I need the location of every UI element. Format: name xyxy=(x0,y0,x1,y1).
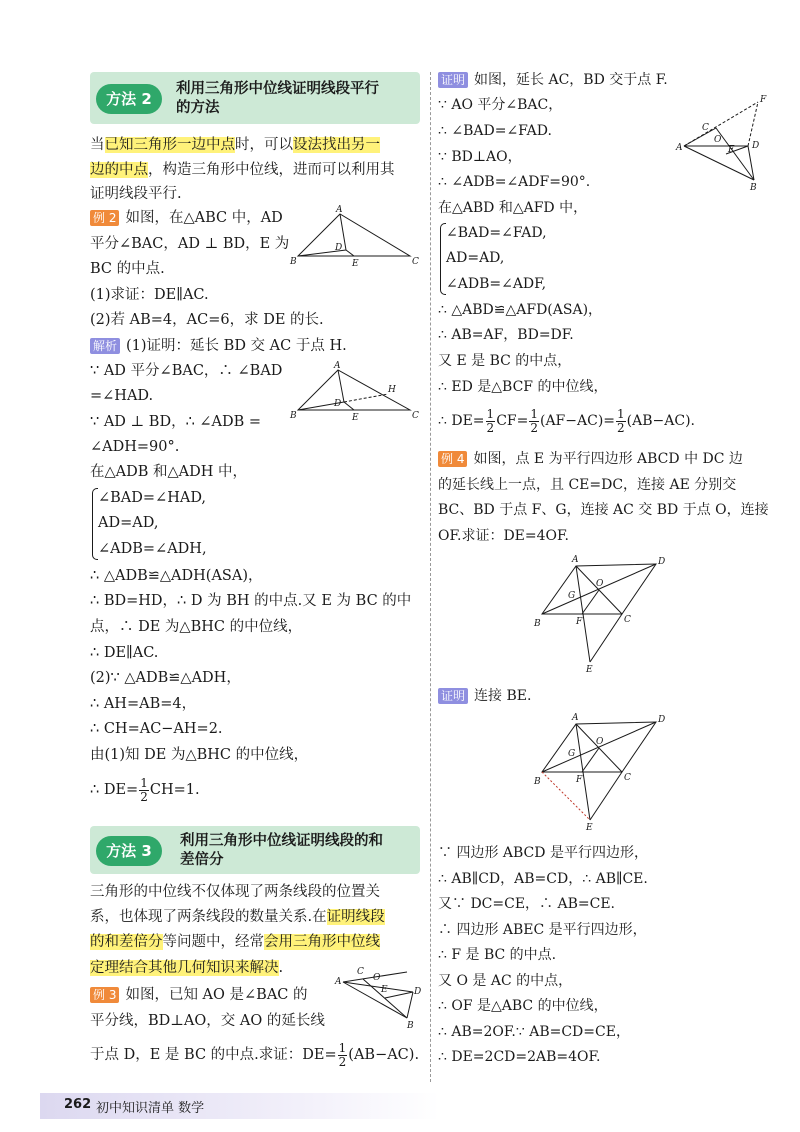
ex4-fig-D: D xyxy=(658,557,666,567)
sol2-line14: 由(1)知 DE 为△BHC 的中位线， xyxy=(90,747,309,763)
sol2-line9: 点，∴ DE 为△BHC 的中位线， xyxy=(90,619,303,635)
proof3-fig-F: F xyxy=(760,95,767,105)
page-number: 262 xyxy=(64,1097,92,1112)
sol2-fig-E: E xyxy=(352,413,359,423)
intro3-line3: 的和差倍分等问题中，经常会用三角形中位线 xyxy=(90,934,380,950)
proof4-fig-O: O xyxy=(596,737,604,747)
proof4-fig-A: A xyxy=(572,713,579,723)
proof3-line8: ∴ AB=AF，BD=DF. xyxy=(438,327,574,343)
proof4-fig-F: F xyxy=(576,775,583,785)
ex2-fig-A: A xyxy=(336,205,343,215)
proof4-fig-D: D xyxy=(658,715,666,725)
proof3-fraction-1: $\frac{1}{2}$ xyxy=(486,406,495,435)
proof3-line7: ∴ △ABD≌△AFD(ASA)， xyxy=(438,302,603,318)
proof4-line7: 又 O 是 AC 的中点， xyxy=(438,973,573,989)
intro3-line1: 三角形的中位线不仅体现了两条线段的位置关 xyxy=(90,884,380,900)
proof4-figure xyxy=(534,710,674,836)
proof4-line2: ∵ 四边形 ABCD 是平行四边形， xyxy=(438,845,648,861)
proof3-brace-line2: AD=AD, xyxy=(446,250,505,266)
ex4-fig-A: A xyxy=(572,555,579,565)
proof4-fig-B: B xyxy=(534,777,541,787)
sol2-line13: ∴ CH=AC−AH=2. xyxy=(90,721,223,737)
ex3-fig-A: A xyxy=(335,977,342,987)
proof3-fraction-2: $\frac{1}{2}$ xyxy=(530,406,538,435)
sol2-line4: ∵ AD ⊥ BD，∴ ∠ADB = xyxy=(90,414,262,430)
proof4-line9: ∴ AB=2OF.∵ AB=CD=CE， xyxy=(438,1024,630,1040)
proof3-fig-D: D xyxy=(752,141,760,151)
ex2-fig-E: E xyxy=(352,259,359,269)
intro2-line1: 当已知三角形一边中点时，可以设法找出另一 xyxy=(90,137,380,153)
sol2-line10: ∴ DE∥AC. xyxy=(90,645,159,661)
proof3-line6: 在△ABD 和△AFD 中， xyxy=(438,200,588,216)
proof4-line10: ∴ DE=2CD=2AB=4OF. xyxy=(438,1049,601,1065)
proof4-line1: 证明 连接 BE. xyxy=(438,686,531,706)
ex4-line3: BC、BD 于点 F、G，连接 AC 交 BD 于点 O，连接 xyxy=(438,502,769,518)
proof4-fig-E: E xyxy=(586,823,593,833)
ex2-line1: 例 2 如图，在△ABC 中，AD xyxy=(90,208,283,228)
sol2-line6: 在△ADB 和△ADH 中， xyxy=(90,464,248,480)
sol2-fraction: $\frac{1}{2}$ xyxy=(140,775,148,804)
proof3-line9: 又 E 是 BC 的中点， xyxy=(438,353,572,369)
proof4-line6: ∴ F 是 BC 的中点. xyxy=(438,947,557,963)
ex2-fig-B: B xyxy=(290,257,297,267)
proof3-fig-A: A xyxy=(676,143,683,153)
proof3-line4: ∵ BD⊥AO， xyxy=(438,149,522,165)
ex2-line2: 平分∠BAC，AD ⊥ BD，E 为 xyxy=(90,236,290,252)
proof4-line5: ∴ 四边形 ABEC 是平行四边形， xyxy=(438,922,647,938)
ex2-line3: BC 的中点. xyxy=(90,261,165,277)
ex4-fig-E: E xyxy=(586,665,593,675)
method3-tag: 方法 3 xyxy=(96,836,162,866)
ex3-line2: 平分线，BD⊥AO，交 AO 的延长线 xyxy=(90,1013,325,1029)
intro3-line2: 系，也体现了两条线段的数量关系.在证明线段 xyxy=(90,909,385,925)
ex4-line1: 例 4 如图，点 E 为平行四边形 ABCD 中 DC 边 xyxy=(438,449,743,469)
method2-title xyxy=(176,80,379,118)
ex2-line4: (1)求证：DE∥AC. xyxy=(90,287,209,303)
sol2-fig-A: A xyxy=(334,361,341,371)
ex4-fig-G: G xyxy=(568,591,576,601)
ex2-fig-C: C xyxy=(412,257,419,267)
method3-title-line1: 利用三角形中位线证明线段的和 xyxy=(180,833,383,849)
sol2-line1: 解析 (1)证明：延长 BD 交 AC 于点 H. xyxy=(90,336,347,356)
proof4-fig-G: G xyxy=(568,749,576,759)
sol2-line3: =∠HAD. xyxy=(90,388,154,404)
sol2-brace-line1: ∠BAD=∠HAD, xyxy=(98,490,207,506)
ex3-line3: 于点 D，E 是 BC 的中点.求证：DE= $\frac{1}{2}$ (AB−AC). xyxy=(90,1040,420,1069)
ex4-line2: 的延长线上一点，且 CE=DC，连接 AE 分别交 xyxy=(438,477,737,493)
proof3-figure xyxy=(676,92,776,194)
ex3-fig-O: O xyxy=(373,973,381,983)
ex2-figure xyxy=(290,205,420,269)
sol2-line11: (2)∵ △ADB≌△ADH， xyxy=(90,670,241,686)
proof3-label: 证明 xyxy=(438,72,468,88)
method2-title-line1: 利用三角形中位线证明线段平行 xyxy=(176,81,379,97)
proof3-fig-E: E xyxy=(728,145,735,155)
proof4-line4: 又∵ DC=CE，∴ AB=CE. xyxy=(438,896,616,912)
method2-tag: 方法 2 xyxy=(96,84,162,114)
proof3-fraction-3: $\frac{1}{2}$ xyxy=(617,406,625,435)
ex3-fig-D: D xyxy=(414,987,422,997)
sol2-line12: ∴ AH=AB=4， xyxy=(90,696,197,712)
intro2-line3: 证明线段平行. xyxy=(90,186,182,202)
sol2-line8: ∴ BD=HD，∴ D 为 BH 的中点.又 E 为 BC 的中 xyxy=(90,593,412,609)
sol2-label: 解析 xyxy=(90,338,120,354)
intro3-line4: 定理结合其他几何知识来解决. xyxy=(90,960,284,976)
ex3-label: 例 3 xyxy=(90,987,119,1003)
sol2-brace-line2: AD=AD, xyxy=(98,515,159,531)
sol2-fig-H: H xyxy=(388,385,396,395)
proof3-fig-B: B xyxy=(750,183,757,193)
sol2-brace-line3: ∠ADB=∠ADH, xyxy=(98,541,207,557)
method3-title-line2: 差倍分 xyxy=(180,852,224,868)
method2-title-line2: 的方法 xyxy=(176,100,220,116)
ex3-fig-C: C xyxy=(357,967,364,977)
proof3-fig-C: C xyxy=(702,123,709,133)
sol2-line2: ∵ AD 平分∠BAC，∴ ∠BAD xyxy=(90,363,283,379)
ex4-label: 例 4 xyxy=(438,451,467,467)
proof4-fig-C: C xyxy=(624,773,631,783)
proof3-line3: ∴ ∠BAD=∠FAD. xyxy=(438,123,552,139)
sol2-fig-C: C xyxy=(412,411,419,421)
proof3-brace-line1: ∠BAD=∠FAD, xyxy=(446,225,547,241)
ex4-fig-F: F xyxy=(576,617,583,627)
ex3-figure xyxy=(335,960,420,1030)
ex3-fig-E: E xyxy=(381,985,388,995)
ex4-line4: OF.求证：DE=4OF. xyxy=(438,528,570,544)
sol2-line15: ∴ DE= $\frac{1}{2}$ CH=1. xyxy=(90,775,200,804)
ex3-fraction: $\frac{1}{2}$ xyxy=(338,1040,347,1069)
proof3-line11: ∴ DE= $\frac{1}{2}$ CF= $\frac{1}{2}$ (AF−AC)= $\frac{1}{2}$ (AB−AC). xyxy=(438,406,695,435)
ex4-figure xyxy=(534,552,674,678)
sol2-line5: ∠ADH=90°. xyxy=(90,439,180,455)
proof3-line1: 证明 如图，延长 AC，BD 交于点 F. xyxy=(438,70,668,90)
ex3-fig-B: B xyxy=(407,1021,414,1031)
sol2-line7: ∴ △ADB≌△ADH(ASA)， xyxy=(90,568,263,584)
proof3-fig-O: O xyxy=(714,135,722,145)
sol2-figure xyxy=(290,362,420,422)
sol2-fig-D: D xyxy=(334,399,342,409)
ex2-fig-D: D xyxy=(335,243,343,253)
ex2-line5: (2)若 AB=4，AC=6，求 DE 的长. xyxy=(90,312,324,328)
sol2-fig-B: B xyxy=(290,411,297,421)
intro2-line2: 边的中点，构造三角形中位线，进而可以利用其 xyxy=(90,162,395,178)
book-title: 初中知识清单 数学 xyxy=(96,1101,205,1116)
proof4-line3: ∴ AB∥CD，AB=CD，∴ AB∥CE. xyxy=(438,871,648,887)
proof4-line8: ∴ OF 是△ABC 的中位线， xyxy=(438,998,608,1014)
proof3-line5: ∴ ∠ADB=∠ADF=90°. xyxy=(438,174,591,190)
proof4-label: 证明 xyxy=(438,688,468,704)
proof3-line10: ∴ ED 是△BCF 的中位线， xyxy=(438,379,608,395)
proof3-brace-line3: ∠ADB=∠ADF, xyxy=(446,276,547,292)
column-divider xyxy=(430,72,431,1082)
ex4-fig-C: C xyxy=(624,615,631,625)
ex3-line1: 例 3 如图，已知 AO 是∠BAC 的 xyxy=(90,985,308,1005)
proof3-line2: ∵ AO 平分∠BAC， xyxy=(438,97,563,113)
ex4-fig-O: O xyxy=(596,579,604,589)
method3-title xyxy=(180,832,383,870)
ex4-fig-B: B xyxy=(534,619,541,629)
ex2-label: 例 2 xyxy=(90,210,119,226)
